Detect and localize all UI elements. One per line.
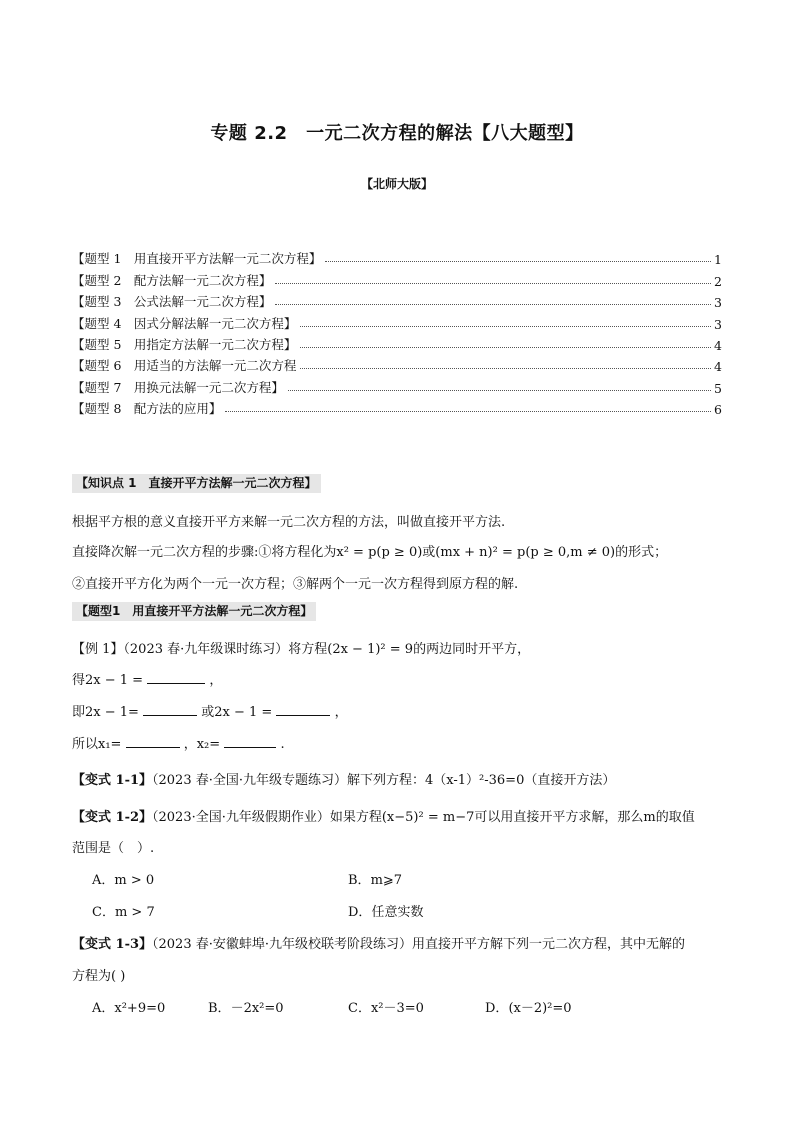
answer-blank[interactable] — [147, 671, 205, 684]
edition-label: 【北师大版】 — [360, 177, 433, 191]
variant-text: （2023 春·安徽蚌埠·九年级校联考阶段练习）用直接开平方解下列一元二次方程，其中无解的 — [152, 937, 685, 952]
toc-label: 【题型 3 公式法解一元二次方程】 — [72, 294, 272, 310]
option-value: x²+9=0 — [114, 1001, 166, 1016]
option-key: B． — [208, 1001, 231, 1016]
example-statement: 【例 1】（2023 春·九年级课时练习）将方程(2x − 1)² = 9的两边同时开平方， — [72, 642, 531, 657]
option-b[interactable] — [348, 869, 402, 888]
toc-entry[interactable] — [72, 289, 722, 310]
toc-entry[interactable] — [72, 332, 722, 353]
toc-page: 5 — [714, 380, 722, 396]
example-step — [72, 733, 285, 752]
answer-blank[interactable] — [126, 735, 180, 748]
variant-text: （2023·全国·九年级假期作业）如果方程(x−5)² = m−7可以用直接开平方求解，那么m的取值 — [152, 810, 695, 825]
example-step — [72, 669, 222, 688]
variant-tag: 【变式 1-2】 — [72, 810, 153, 825]
example-text: ， — [209, 673, 223, 688]
variant-text-continued: 方程为( ) — [72, 969, 126, 984]
option-value: m > 0 — [114, 873, 155, 888]
toc-entry[interactable] — [72, 267, 722, 288]
toc-leader — [288, 390, 711, 391]
example-text: 即2x − 1= — [72, 705, 139, 720]
example-text: . — [280, 737, 285, 752]
toc-page: 3 — [714, 295, 722, 311]
knowledge-text: 根据平方根的意义直接开平方来解一元二次方程的方法，叫做直接开平方法. — [72, 515, 506, 530]
option-c[interactable] — [348, 997, 424, 1016]
toc-leader — [300, 368, 711, 369]
answer-blank[interactable] — [143, 703, 197, 716]
knowledge-text: ②直接开平方化为两个一元一次方程；③解两个一元一次方程得到原方程的解. — [72, 577, 519, 592]
option-c[interactable] — [92, 901, 155, 920]
toc-label: 【题型 8 配方法的应用】 — [72, 401, 222, 417]
toc-page: 3 — [714, 316, 722, 332]
option-value: －2x²=0 — [230, 1001, 284, 1016]
toc-page: 2 — [714, 273, 722, 289]
option-b[interactable] — [208, 997, 284, 1016]
toc-page: 4 — [714, 359, 722, 375]
document-title: 专题 2.2 一元二次方程的解法【八大题型】 — [210, 123, 584, 144]
question-type-heading: 【题型1 用直接开平方法解一元二次方程】 — [72, 602, 316, 621]
toc-leader — [275, 304, 711, 305]
option-a[interactable] — [92, 869, 154, 888]
example-text: 所以x₁= — [72, 737, 122, 752]
example-step — [72, 701, 348, 720]
toc-label: 【题型 2 配方法解一元二次方程】 — [72, 272, 272, 288]
toc-page: 6 — [714, 402, 722, 418]
toc-label: 【题型 6 用适当的方法解一元二次方程 — [72, 358, 297, 374]
variant-1-2 — [72, 806, 695, 825]
toc-entry[interactable] — [72, 310, 722, 331]
option-key: C． — [92, 905, 115, 920]
option-d[interactable] — [348, 901, 423, 920]
variant-text-continued: 范围是（ ）. — [72, 841, 155, 856]
example-text: ，x₂= — [183, 737, 221, 752]
toc-entry[interactable] — [72, 396, 722, 417]
option-value: 任意实数 — [371, 905, 424, 920]
variant-1-1 — [72, 769, 615, 788]
variant-text: （2023 春·全国·九年级专题练习）解下列方程：4（x-1）²-36=0（直接开方法） — [152, 773, 616, 788]
option-value: (x－2)²=0 — [508, 1001, 572, 1016]
toc-entry[interactable] — [72, 246, 722, 267]
option-value: x²－3=0 — [370, 1001, 424, 1016]
knowledge-point-heading: 【知识点 1 直接开平方法解一元二次方程】 — [72, 474, 321, 493]
option-a[interactable] — [92, 997, 165, 1016]
option-value: m > 7 — [114, 905, 155, 920]
variant-tag: 【变式 1-1】 — [72, 773, 153, 788]
example-text: 或2x − 1 = — [201, 705, 273, 720]
option-value: m⩾7 — [370, 873, 403, 888]
toc-leader — [225, 411, 711, 412]
toc-label: 【题型 7 用换元法解一元二次方程】 — [72, 379, 284, 395]
option-key: A． — [92, 1001, 115, 1016]
option-d[interactable] — [485, 997, 572, 1016]
toc-leader — [300, 326, 711, 327]
option-key: A． — [92, 873, 115, 888]
toc-entry[interactable] — [72, 353, 722, 374]
toc-label: 【题型 5 用指定方法解一元二次方程】 — [72, 336, 297, 352]
toc-leader — [300, 347, 711, 348]
variant-1-3 — [72, 933, 685, 952]
example-text: ， — [334, 705, 348, 720]
option-key: C． — [348, 1001, 371, 1016]
toc-label: 【题型 1 用直接开平方法解一元二次方程】 — [72, 251, 322, 267]
toc-page: 1 — [714, 252, 722, 268]
option-key: D． — [348, 905, 372, 920]
option-key: D． — [485, 1001, 509, 1016]
variant-tag: 【变式 1-3】 — [72, 937, 153, 952]
table-of-contents — [72, 246, 722, 417]
option-key: B． — [348, 873, 371, 888]
toc-page: 4 — [714, 337, 722, 353]
toc-label: 【题型 4 因式分解法解一元二次方程】 — [72, 315, 297, 331]
answer-blank[interactable] — [224, 735, 276, 748]
toc-leader — [275, 283, 711, 284]
example-text: 得2x − 1 = — [72, 673, 144, 688]
answer-blank[interactable] — [276, 703, 330, 716]
toc-leader — [325, 261, 711, 262]
toc-entry[interactable] — [72, 374, 722, 395]
knowledge-text: 直接降次解一元二次方程的步骤:①将方程化为x² = p(p ≥ 0)或(mx + n)² = p(p ≥ 0,m ≠ 0)的形式； — [72, 545, 668, 560]
